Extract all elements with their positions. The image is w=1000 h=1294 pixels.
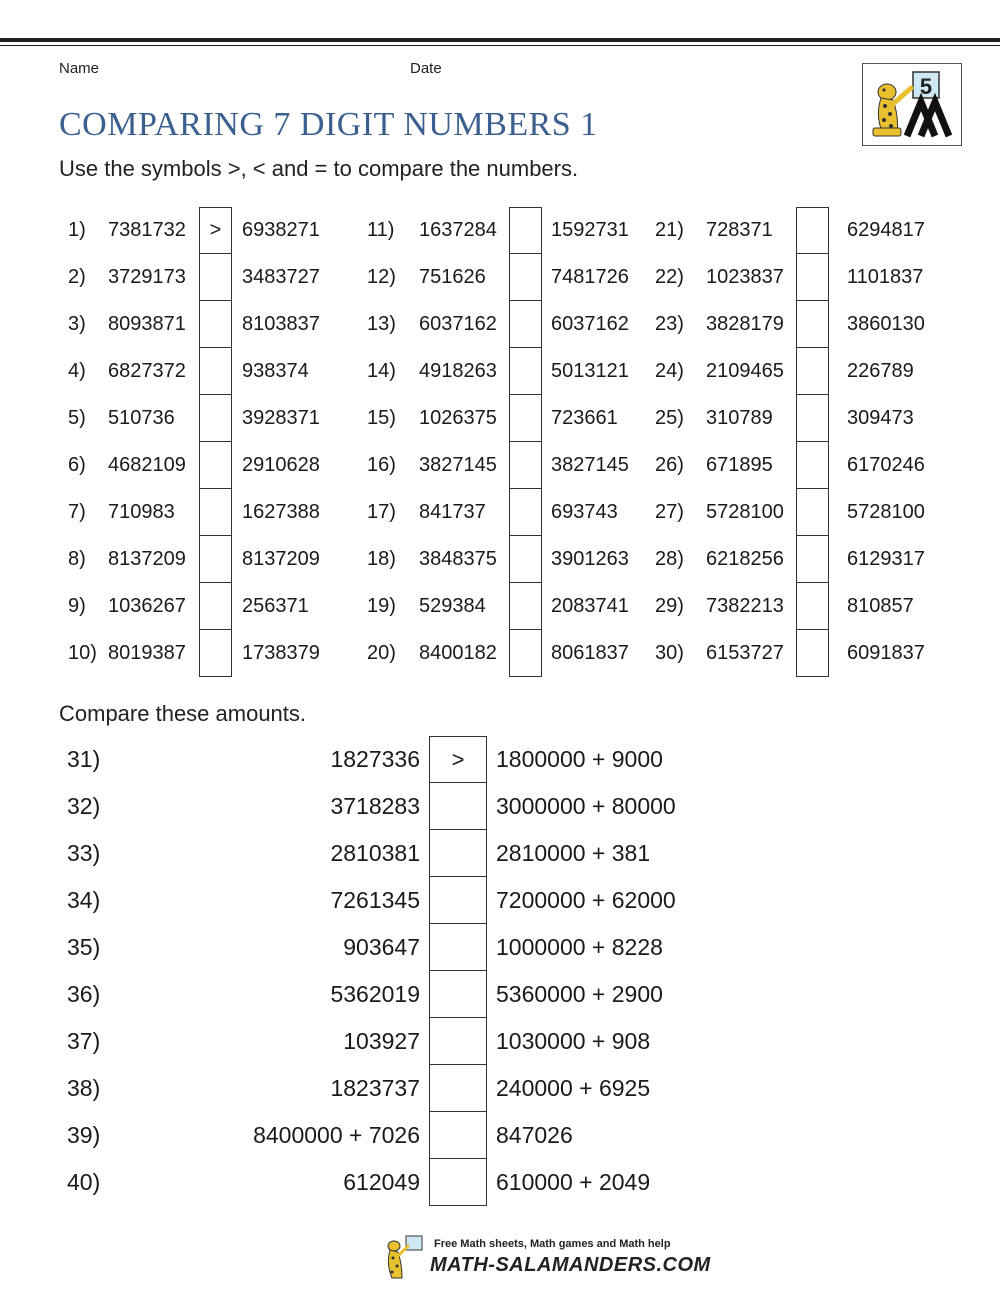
answer-box[interactable] <box>509 301 542 348</box>
question-number: 38) <box>67 1075 101 1101</box>
left-number: 841737 <box>419 501 486 523</box>
question-number: 36) <box>67 981 101 1007</box>
left-amount: 903647 <box>343 934 420 960</box>
right-number: 1101837 <box>847 266 924 288</box>
answer-box[interactable] <box>199 583 232 630</box>
right-number: 256371 <box>242 595 309 617</box>
right-number: 7481726 <box>551 266 629 288</box>
right-amount: 2810000 + 381 <box>496 840 651 866</box>
left-number: 6218256 <box>706 548 784 570</box>
question-number: 23) <box>655 313 684 335</box>
left-number: 510736 <box>108 407 175 429</box>
question-number: 14) <box>367 360 396 382</box>
answer-box[interactable] <box>796 301 829 348</box>
left-number: 8093871 <box>108 313 186 335</box>
question-number: 8) <box>68 548 86 570</box>
question-number: 6) <box>68 454 86 476</box>
left-number: 728371 <box>706 219 773 241</box>
top-rule <box>0 38 1000 42</box>
right-number: 1592731 <box>551 219 629 241</box>
answer-box[interactable] <box>796 395 829 442</box>
answer-box[interactable]: > <box>429 736 487 783</box>
right-number: 6129317 <box>847 548 925 570</box>
question-number: 12) <box>367 266 396 288</box>
left-number: 2109465 <box>706 360 784 382</box>
right-number: 6294817 <box>847 219 925 241</box>
answer-box[interactable] <box>199 489 232 536</box>
left-number: 8137209 <box>108 548 186 570</box>
comparison-grid-numbers <box>0 207 1000 678</box>
left-number: 6037162 <box>419 313 497 335</box>
right-number: 1627388 <box>242 501 320 523</box>
left-number: 710983 <box>108 501 175 523</box>
answer-box[interactable] <box>509 489 542 536</box>
left-number: 6827372 <box>108 360 186 382</box>
question-number: 39) <box>67 1122 101 1148</box>
answer-box[interactable] <box>429 877 487 924</box>
question-number: 40) <box>67 1169 101 1195</box>
left-amount: 1823737 <box>330 1075 420 1101</box>
right-amount: 7200000 + 62000 <box>496 887 676 913</box>
question-number: 1) <box>68 219 86 241</box>
left-number: 310789 <box>706 407 773 429</box>
question-number: 7) <box>68 501 86 523</box>
right-number: 8061837 <box>551 642 629 664</box>
footer-salamander-icon <box>380 1232 430 1282</box>
left-amount: 1827336 <box>330 746 420 772</box>
answer-box[interactable] <box>509 254 542 301</box>
question-number: 21) <box>655 219 684 241</box>
left-number: 4682109 <box>108 454 186 476</box>
question-number: 27) <box>655 501 684 523</box>
left-number: 8400182 <box>419 642 497 664</box>
question-number: 26) <box>655 454 684 476</box>
answer-box[interactable] <box>199 301 232 348</box>
left-number: 8019387 <box>108 642 186 664</box>
right-number: 3901263 <box>551 548 629 570</box>
answer-box[interactable] <box>199 442 232 489</box>
left-number: 7381732 <box>108 219 186 241</box>
right-number: 3928371 <box>242 407 320 429</box>
answer-box[interactable] <box>509 207 542 254</box>
question-number: 22) <box>655 266 684 288</box>
answer-box[interactable] <box>429 971 487 1018</box>
question-number: 30) <box>655 642 684 664</box>
answer-box[interactable] <box>429 1159 487 1206</box>
instructions: Use the symbols >, < and = to compare the numbers. <box>59 156 579 181</box>
grade-logo <box>862 63 962 146</box>
left-number: 3827145 <box>419 454 497 476</box>
question-number: 9) <box>68 595 86 617</box>
date-label: Date <box>410 60 442 77</box>
answer-box[interactable] <box>509 536 542 583</box>
right-number: 6037162 <box>551 313 629 335</box>
left-number: 1637284 <box>419 219 497 241</box>
left-amount: 2810381 <box>330 840 420 866</box>
answer-box[interactable] <box>429 1065 487 1112</box>
right-number: 723661 <box>551 407 618 429</box>
answer-box[interactable] <box>796 348 829 395</box>
answer-box[interactable] <box>509 583 542 630</box>
answer-box[interactable] <box>199 536 232 583</box>
question-number: 35) <box>67 934 101 960</box>
right-number: 6170246 <box>847 454 925 476</box>
right-amount: 847026 <box>496 1122 573 1148</box>
question-number: 19) <box>367 595 396 617</box>
answer-box[interactable] <box>509 348 542 395</box>
left-amount: 612049 <box>343 1169 420 1195</box>
left-amount: 5362019 <box>330 981 420 1007</box>
left-number: 1026375 <box>419 407 497 429</box>
grade-number: 5 <box>919 74 933 99</box>
right-number: 5728100 <box>847 501 925 523</box>
question-number: 5) <box>68 407 86 429</box>
salamander-logo-icon <box>863 64 963 147</box>
answer-box[interactable] <box>429 924 487 971</box>
question-number: 29) <box>655 595 684 617</box>
left-number: 3848375 <box>419 548 497 570</box>
answer-box[interactable] <box>429 1112 487 1159</box>
question-number: 31) <box>67 746 101 772</box>
question-number: 2) <box>68 266 86 288</box>
right-number: 6938271 <box>242 219 320 241</box>
left-amount: 8400000 + 7026 <box>253 1122 420 1148</box>
left-amount: 7261345 <box>330 887 420 913</box>
footer-branding <box>380 1232 711 1282</box>
answer-box[interactable] <box>796 536 829 583</box>
left-number: 1036267 <box>108 595 186 617</box>
left-number: 529384 <box>419 595 486 617</box>
question-number: 28) <box>655 548 684 570</box>
right-number: 2083741 <box>551 595 629 617</box>
right-number: 226789 <box>847 360 914 382</box>
answer-box[interactable]: > <box>199 207 232 254</box>
answer-box[interactable] <box>796 442 829 489</box>
question-number: 4) <box>68 360 86 382</box>
question-number: 11) <box>367 219 395 241</box>
answer-box[interactable] <box>509 630 542 677</box>
answer-box[interactable] <box>796 207 829 254</box>
left-number: 671895 <box>706 454 773 476</box>
right-amount: 610000 + 2049 <box>496 1169 651 1195</box>
answer-box[interactable] <box>796 489 829 536</box>
question-number: 17) <box>367 501 396 523</box>
right-number: 6091837 <box>847 642 925 664</box>
right-number: 938374 <box>242 360 309 382</box>
answer-box[interactable] <box>199 254 232 301</box>
footer-site-link[interactable]: MATH-SALAMANDERS.COM <box>430 1254 711 1276</box>
right-number: 810857 <box>847 595 914 617</box>
right-number: 309473 <box>847 407 914 429</box>
answer-box[interactable] <box>199 395 232 442</box>
right-number: 2910628 <box>242 454 320 476</box>
right-number: 3860130 <box>847 313 925 335</box>
answer-box[interactable] <box>796 630 829 677</box>
left-number: 5728100 <box>706 501 784 523</box>
right-number: 5013121 <box>551 360 629 382</box>
question-number: 10) <box>68 642 97 664</box>
comparison-grid-amounts <box>0 736 1000 1208</box>
answer-box[interactable] <box>199 348 232 395</box>
right-amount: 5360000 + 2900 <box>496 981 663 1007</box>
question-number: 37) <box>67 1028 101 1054</box>
right-number: 693743 <box>551 501 618 523</box>
footer-tagline: Free Math sheets, Math games and Math help <box>434 1238 671 1250</box>
question-number: 24) <box>655 360 684 382</box>
right-number: 8137209 <box>242 548 320 570</box>
question-number: 18) <box>367 548 396 570</box>
question-number: 15) <box>367 407 396 429</box>
question-number: 20) <box>367 642 396 664</box>
right-amount: 1030000 + 908 <box>496 1028 651 1054</box>
question-number: 34) <box>67 887 101 913</box>
left-number: 7382213 <box>706 595 784 617</box>
answer-box[interactable] <box>429 1018 487 1065</box>
question-number: 33) <box>67 840 101 866</box>
right-number: 3827145 <box>551 454 629 476</box>
left-number: 1023837 <box>706 266 784 288</box>
answer-box[interactable] <box>796 583 829 630</box>
left-number: 6153727 <box>706 642 784 664</box>
top-rule-thin <box>0 45 1000 46</box>
answer-box[interactable] <box>796 254 829 301</box>
answer-box[interactable] <box>429 830 487 877</box>
right-amount: 1800000 + 9000 <box>496 746 663 772</box>
right-number: 3483727 <box>242 266 320 288</box>
question-number: 3) <box>68 313 86 335</box>
right-number: 8103837 <box>242 313 320 335</box>
left-number: 4918263 <box>419 360 497 382</box>
name-label: Name <box>59 60 100 77</box>
question-number: 32) <box>67 793 101 819</box>
left-amount: 103927 <box>343 1028 420 1054</box>
page-title: COMPARING 7 DIGIT NUMBERS 1 <box>59 106 598 143</box>
question-number: 16) <box>367 454 396 476</box>
right-number: 1738379 <box>242 642 320 664</box>
answer-box[interactable] <box>429 783 487 830</box>
answer-box[interactable] <box>509 395 542 442</box>
right-amount: 3000000 + 80000 <box>496 793 676 819</box>
question-number: 25) <box>655 407 684 429</box>
left-number: 3729173 <box>108 266 186 288</box>
right-amount: 240000 + 6925 <box>496 1075 651 1101</box>
left-amount: 3718283 <box>330 793 420 819</box>
right-amount: 1000000 + 8228 <box>496 934 663 960</box>
question-number: 13) <box>367 313 396 335</box>
section2-heading: Compare these amounts. <box>59 701 307 726</box>
left-number: 3828179 <box>706 313 784 335</box>
answer-box[interactable] <box>199 630 232 677</box>
answer-box[interactable] <box>509 442 542 489</box>
left-number: 751626 <box>419 266 486 288</box>
